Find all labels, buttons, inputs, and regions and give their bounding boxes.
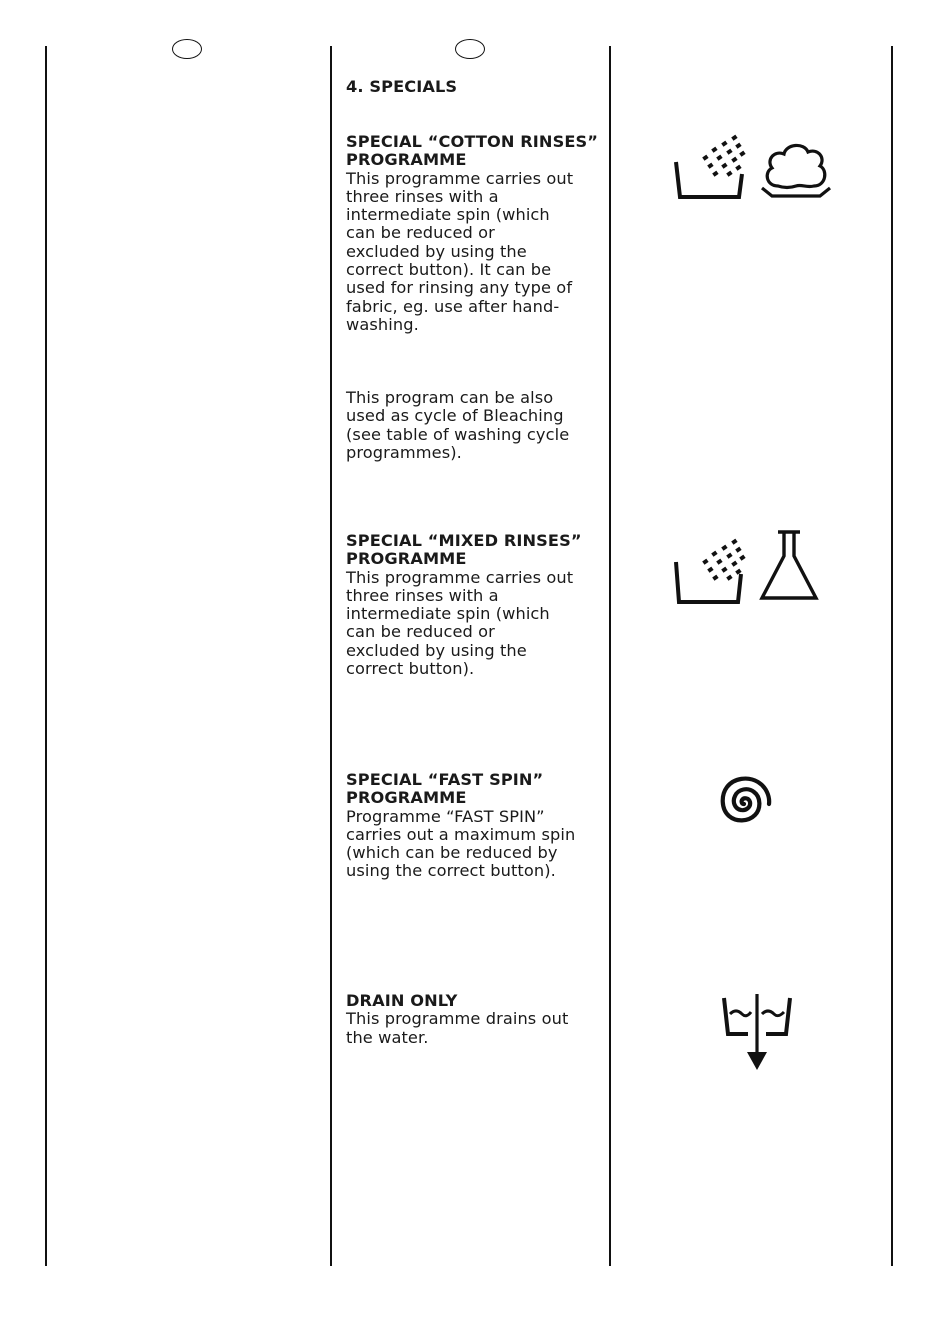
body-line: can be reduced or [346, 622, 495, 642]
cotton-rinses-heading-line1: SPECIAL “COTTON RINSES” [346, 132, 598, 151]
right-column-rule [609, 46, 611, 1266]
language-badge-right [455, 39, 485, 59]
section-title: 4. SPECIALS [346, 77, 458, 96]
body-line: (which can be reduced by [346, 843, 558, 863]
body-line: This programme carries out [346, 168, 574, 188]
spin-spiral-icon [708, 766, 780, 838]
note-line: used as cycle of Bleaching [346, 406, 564, 426]
middle-column-rule [330, 46, 332, 1266]
language-badge-left [172, 39, 202, 59]
body-line: excluded by using the [346, 640, 527, 660]
fast-spin-body [346, 808, 608, 881]
rinse-icon [670, 134, 750, 204]
body-line: This programme carries out [346, 567, 574, 587]
drain-only-section [346, 992, 608, 1047]
body-line: carries out a maximum spin [346, 824, 576, 844]
body-line: three rinses with a [346, 585, 499, 605]
left-column-rule [45, 46, 47, 1266]
body-line: correct button). [346, 659, 475, 679]
cotton-rinses-section [346, 133, 608, 334]
mixed-rinses-section [346, 532, 608, 678]
note-line: This program can be also [346, 388, 554, 407]
body-line: intermediate spin (which [346, 205, 550, 225]
cotton-icon [758, 140, 834, 202]
mixed-rinses-heading-line2: PROGRAMME [346, 549, 467, 569]
body-line: This programme drains out [346, 1009, 569, 1029]
note-line: (see table of washing cycle [346, 424, 570, 444]
body-line: the water. [346, 1027, 429, 1047]
mixed-rinses-heading-line1: SPECIAL “MIXED RINSES” [346, 531, 582, 550]
mixed-rinses-body [346, 569, 608, 679]
body-line: using the correct button). [346, 861, 556, 881]
fast-spin-section [346, 771, 608, 881]
body-line: Programme “FAST SPIN” [346, 806, 545, 826]
fast-spin-heading-line2: PROGRAMME [346, 788, 467, 808]
drain-only-body [346, 1010, 608, 1047]
drain-icon [718, 994, 798, 1074]
cotton-rinses-heading-line2: PROGRAMME [346, 150, 467, 170]
fast-spin-heading-line1: SPECIAL “FAST SPIN” [346, 770, 544, 789]
rinse-icon [670, 538, 750, 608]
body-line: three rinses with a [346, 186, 499, 206]
body-line: fabric, eg. use after hand- [346, 296, 560, 316]
cotton-rinses-body [346, 170, 608, 335]
body-line: can be reduced or [346, 223, 495, 243]
note-line: programmes). [346, 442, 462, 462]
drain-only-heading: DRAIN ONLY [346, 991, 458, 1010]
cotton-rinses-note [346, 389, 608, 462]
body-line: correct button). It can be [346, 260, 552, 280]
far-right-column-rule [891, 46, 893, 1266]
body-line: intermediate spin (which [346, 604, 550, 624]
body-line: used for rinsing any type of [346, 278, 573, 298]
body-line: excluded by using the [346, 241, 527, 261]
body-line: washing. [346, 314, 419, 334]
synthetic-flask-icon [758, 528, 820, 602]
